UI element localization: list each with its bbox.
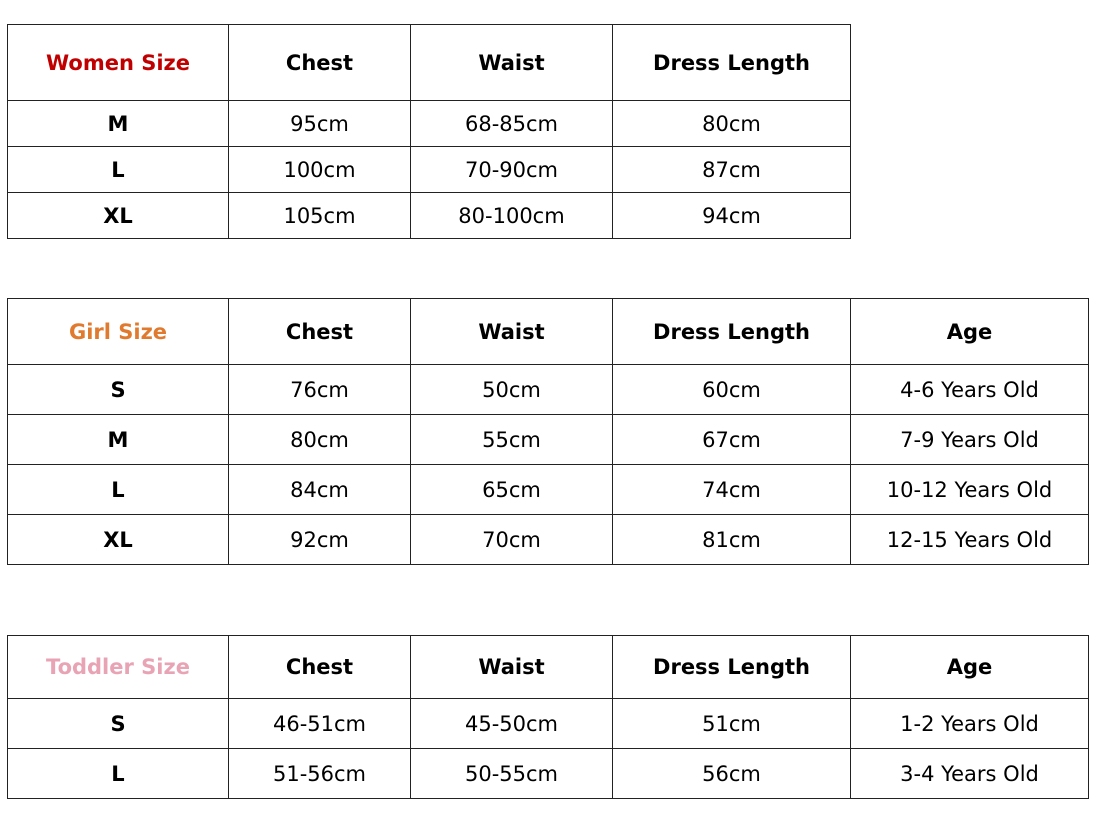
header-waist: Waist — [411, 299, 613, 365]
women-size-table — [7, 24, 851, 239]
age-cell: 1-2 Years Old — [851, 699, 1089, 749]
table-row — [8, 101, 851, 147]
chest-cell: 46-51cm — [229, 699, 411, 749]
size-cell: M — [8, 415, 229, 465]
length-cell: 81cm — [613, 515, 851, 565]
header-age: Age — [851, 299, 1089, 365]
size-cell: L — [8, 749, 229, 799]
table-row — [8, 749, 1089, 799]
header-chest: Chest — [229, 299, 411, 365]
header-chest: Chest — [229, 636, 411, 699]
size-cell: S — [8, 365, 229, 415]
size-cell: M — [8, 101, 229, 147]
header-dress-length: Dress Length — [613, 299, 851, 365]
table-row — [8, 515, 1089, 565]
chest-cell: 51-56cm — [229, 749, 411, 799]
age-cell: 12-15 Years Old — [851, 515, 1089, 565]
waist-cell: 70-90cm — [411, 147, 613, 193]
table-header-row — [8, 25, 851, 101]
length-cell: 80cm — [613, 101, 851, 147]
size-cell: L — [8, 465, 229, 515]
chest-cell: 76cm — [229, 365, 411, 415]
length-cell: 87cm — [613, 147, 851, 193]
header-age: Age — [851, 636, 1089, 699]
header-chest: Chest — [229, 25, 411, 101]
table-row — [8, 699, 1089, 749]
table-row — [8, 465, 1089, 515]
age-cell: 7-9 Years Old — [851, 415, 1089, 465]
header-waist: Waist — [411, 25, 613, 101]
waist-cell: 65cm — [411, 465, 613, 515]
toddler-size-title: Toddler Size — [8, 636, 229, 699]
waist-cell: 80-100cm — [411, 193, 613, 239]
length-cell: 74cm — [613, 465, 851, 515]
table-row — [8, 147, 851, 193]
length-cell: 60cm — [613, 365, 851, 415]
size-cell: L — [8, 147, 229, 193]
waist-cell: 68-85cm — [411, 101, 613, 147]
table-header-row — [8, 299, 1089, 365]
chest-cell: 105cm — [229, 193, 411, 239]
table-header-row — [8, 636, 1089, 699]
length-cell: 51cm — [613, 699, 851, 749]
women-size-title: Women Size — [8, 25, 229, 101]
toddler-size-table — [7, 635, 1089, 799]
age-cell: 4-6 Years Old — [851, 365, 1089, 415]
table-row — [8, 365, 1089, 415]
length-cell: 56cm — [613, 749, 851, 799]
age-cell: 3-4 Years Old — [851, 749, 1089, 799]
table-row — [8, 193, 851, 239]
size-cell: XL — [8, 515, 229, 565]
waist-cell: 50cm — [411, 365, 613, 415]
chest-cell: 84cm — [229, 465, 411, 515]
waist-cell: 45-50cm — [411, 699, 613, 749]
chest-cell: 80cm — [229, 415, 411, 465]
header-waist: Waist — [411, 636, 613, 699]
girl-size-title: Girl Size — [8, 299, 229, 365]
chest-cell: 100cm — [229, 147, 411, 193]
length-cell: 94cm — [613, 193, 851, 239]
size-cell: XL — [8, 193, 229, 239]
size-cell: S — [8, 699, 229, 749]
age-cell: 10-12 Years Old — [851, 465, 1089, 515]
chest-cell: 92cm — [229, 515, 411, 565]
waist-cell: 55cm — [411, 415, 613, 465]
header-dress-length: Dress Length — [613, 636, 851, 699]
header-dress-length: Dress Length — [613, 25, 851, 101]
chest-cell: 95cm — [229, 101, 411, 147]
waist-cell: 50-55cm — [411, 749, 613, 799]
girl-size-table — [7, 298, 1089, 565]
waist-cell: 70cm — [411, 515, 613, 565]
length-cell: 67cm — [613, 415, 851, 465]
table-row — [8, 415, 1089, 465]
